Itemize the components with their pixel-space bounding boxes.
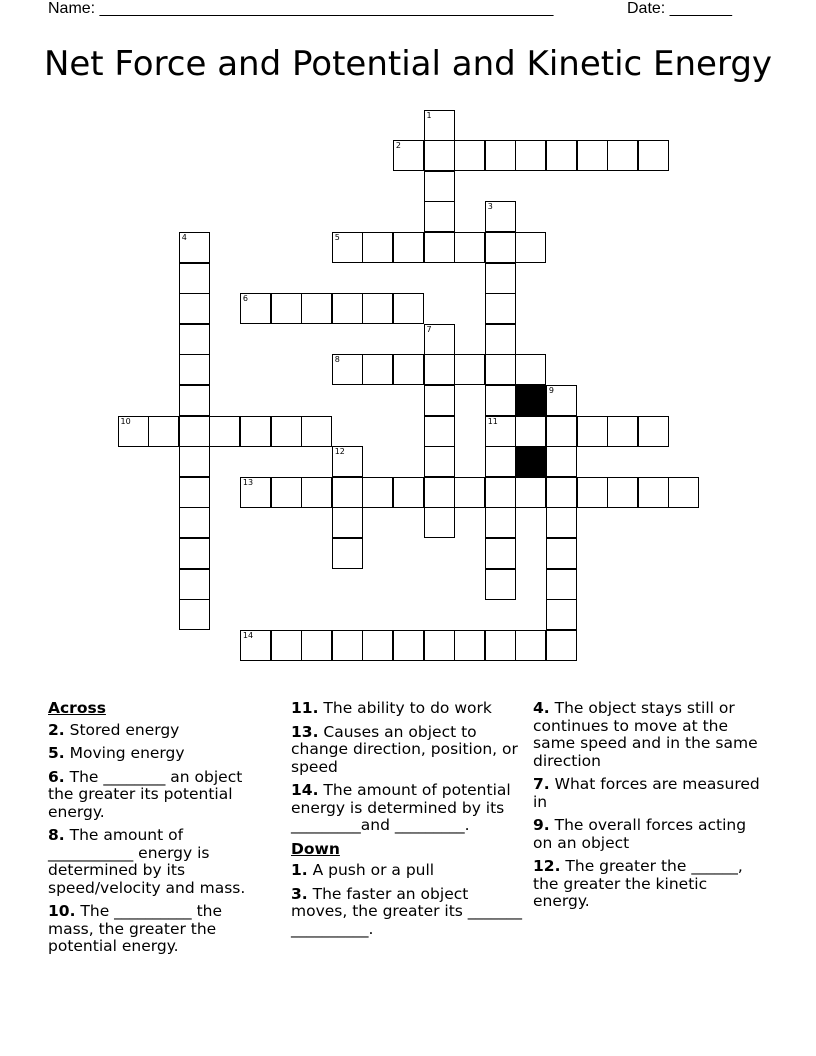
- clue-number: 1: [426, 110, 432, 120]
- crossword-cell[interactable]: [271, 630, 302, 661]
- clue-number: 14: [242, 630, 254, 640]
- crossword-cell[interactable]: [179, 263, 210, 294]
- crossword-cell[interactable]: [393, 232, 424, 263]
- crossword-cell[interactable]: [332, 232, 363, 263]
- clues-column-2: [291, 700, 523, 944]
- crossword-cell[interactable]: [546, 416, 577, 447]
- crossword-cell[interactable]: [485, 263, 516, 294]
- clue-item: [533, 858, 765, 911]
- clue-item-text: The greater the ______, the greater the kinetic energy.: [533, 857, 743, 910]
- clue-item: [533, 817, 765, 852]
- clue-number: 12: [334, 447, 345, 457]
- crossword-cell[interactable]: [332, 630, 363, 661]
- clue-item: [48, 722, 270, 740]
- crossword-cell[interactable]: [179, 538, 210, 569]
- clues-column-1: [48, 700, 270, 962]
- crossword-cell[interactable]: [271, 416, 302, 447]
- crossword-cell[interactable]: [301, 477, 332, 508]
- clue-number: 8: [334, 355, 340, 365]
- crossword-cell[interactable]: [148, 416, 179, 447]
- clue-item-text: The ability to do work: [318, 699, 492, 717]
- crossword-cell[interactable]: [485, 416, 516, 447]
- crossword-cell[interactable]: [485, 385, 516, 416]
- crossword-cell[interactable]: [485, 630, 516, 661]
- crossword-cell[interactable]: [424, 385, 455, 416]
- crossword-cell[interactable]: [179, 569, 210, 600]
- down-heading: Down: [291, 839, 340, 858]
- crossword-cell[interactable]: [424, 140, 455, 171]
- crossword-cell[interactable]: [332, 446, 363, 477]
- crossword-cell[interactable]: [607, 477, 638, 508]
- crossword-cell[interactable]: [546, 385, 577, 416]
- crossword-cell[interactable]: [362, 630, 393, 661]
- date-field-label: Date: _______: [627, 0, 732, 17]
- clue-item: [291, 700, 523, 718]
- crossword-cell[interactable]: [179, 293, 210, 324]
- clue-item-number: 2.: [48, 720, 65, 739]
- crossword-cell[interactable]: [577, 140, 608, 171]
- crossword-cell[interactable]: [179, 416, 210, 447]
- crossword-cell[interactable]: [424, 171, 455, 202]
- crossword-cell[interactable]: [362, 477, 393, 508]
- clue-number: 7: [426, 324, 432, 334]
- crossword-cell[interactable]: [515, 354, 546, 385]
- crossword-cell[interactable]: [454, 354, 485, 385]
- clue-item-text: The overall forces acting on an object: [533, 816, 747, 852]
- crossword-cell[interactable]: [301, 293, 332, 324]
- clue-item: [48, 903, 270, 956]
- crossword-cell[interactable]: [179, 324, 210, 355]
- clue-number: 2: [395, 141, 401, 151]
- crossword-cell[interactable]: [179, 232, 210, 263]
- clue-item-number: 7.: [533, 775, 550, 793]
- crossword-cell[interactable]: [546, 599, 577, 630]
- clue-item-text: The amount of potential energy is determined by its _________and _________.: [291, 781, 511, 834]
- crossword-cell[interactable]: [546, 140, 577, 171]
- crossword-cell[interactable]: [424, 477, 455, 508]
- clue-number: 10: [120, 416, 131, 426]
- crossword-cell[interactable]: [454, 140, 485, 171]
- clue-item-text: The __________ the mass, the greater the potential energy.: [48, 902, 223, 955]
- clue-number: 3: [487, 202, 493, 212]
- crossword-cell[interactable]: [577, 477, 608, 508]
- crossword-cell[interactable]: [209, 416, 240, 447]
- crossword-cell[interactable]: [301, 416, 332, 447]
- crossword-cell[interactable]: [179, 385, 210, 416]
- crossword-cell[interactable]: [515, 232, 546, 263]
- crossword-cell[interactable]: [546, 630, 577, 661]
- crossword-cell[interactable]: [424, 446, 455, 477]
- clue-item-number: 8.: [48, 826, 65, 844]
- clue-item: [533, 776, 765, 811]
- crossword-cell[interactable]: [485, 507, 516, 538]
- clue-item-text: Causes an object to change direction, position, or speed: [291, 722, 518, 776]
- crossword-cell[interactable]: [577, 416, 608, 447]
- crossword-cell[interactable]: [332, 293, 363, 324]
- crossword-cell[interactable]: [515, 140, 546, 171]
- crossword-cell[interactable]: [454, 630, 485, 661]
- crossword-cell[interactable]: [424, 324, 455, 355]
- crossword-cell[interactable]: [424, 354, 455, 385]
- clue-item-text: Moving energy: [64, 744, 185, 762]
- clue-item: [48, 745, 270, 763]
- crossword-cell[interactable]: [393, 477, 424, 508]
- crossword-cell[interactable]: [485, 201, 516, 232]
- clue-item-number: 1.: [291, 861, 308, 879]
- clue-item-number: 11.: [291, 699, 319, 717]
- crossword-cell[interactable]: [179, 354, 210, 385]
- crossword-cell[interactable]: [515, 477, 546, 508]
- crossword-black-cell: [515, 385, 546, 416]
- clue-item: [48, 827, 270, 897]
- crossword-cell[interactable]: [485, 477, 516, 508]
- crossword-cell[interactable]: [546, 446, 577, 477]
- crossword-cell[interactable]: [362, 232, 393, 263]
- clue-item: [291, 724, 523, 777]
- crossword-cell[interactable]: [179, 477, 210, 508]
- crossword-cell[interactable]: [638, 140, 669, 171]
- crossword-cell[interactable]: [332, 507, 363, 538]
- clue-item-number: 12.: [533, 857, 561, 875]
- clue-item: [533, 700, 765, 770]
- crossword-cell[interactable]: [485, 293, 516, 324]
- clue-item-number: 10.: [48, 902, 76, 920]
- clue-item-text: Stored energy: [64, 720, 180, 739]
- clue-number: 13: [242, 477, 254, 487]
- crossword-cell[interactable]: [240, 416, 271, 447]
- crossword-cell[interactable]: [332, 538, 363, 569]
- clue-item-number: 9.: [533, 816, 550, 834]
- crossword-cell[interactable]: [393, 630, 424, 661]
- crossword-cell[interactable]: [546, 507, 577, 538]
- crossword-cell[interactable]: [607, 416, 638, 447]
- crossword-cell[interactable]: [424, 416, 455, 447]
- crossword-cell[interactable]: [485, 538, 516, 569]
- crossword-cell[interactable]: [393, 354, 424, 385]
- clue-number: 4: [181, 232, 187, 242]
- clue-item: [48, 769, 270, 822]
- crossword-cell[interactable]: [179, 446, 210, 477]
- crossword-black-cell: [515, 446, 546, 477]
- crossword-cell[interactable]: [271, 477, 302, 508]
- clue-item-number: 14.: [291, 781, 319, 799]
- crossword-cell[interactable]: [362, 354, 393, 385]
- page-title: Net Force and Potential and Kinetic Energy: [43, 44, 773, 84]
- clue-item-number: 3.: [291, 884, 308, 903]
- crossword-cell[interactable]: [485, 446, 516, 477]
- crossword-cell[interactable]: [546, 538, 577, 569]
- clue-item-text: A push or a pull: [307, 861, 435, 879]
- clue-number: 6: [242, 294, 248, 304]
- clue-item-number: 5.: [48, 744, 65, 762]
- crossword-cell[interactable]: [362, 293, 393, 324]
- crossword-cell[interactable]: [118, 416, 149, 447]
- crossword-cell[interactable]: [240, 477, 271, 508]
- crossword-cell[interactable]: [301, 630, 332, 661]
- clue-number: 11: [487, 416, 498, 426]
- clue-item-text: The ________ an object the greater its potential energy.: [48, 767, 243, 821]
- crossword-cell[interactable]: [485, 569, 516, 600]
- crossword-cell[interactable]: [454, 232, 485, 263]
- crossword-cell[interactable]: [546, 569, 577, 600]
- crossword-cell[interactable]: [424, 201, 455, 232]
- crossword-cell[interactable]: [454, 477, 485, 508]
- clue-item: [291, 862, 523, 880]
- crossword-cell[interactable]: [393, 293, 424, 324]
- crossword-cell[interactable]: [179, 599, 210, 630]
- clue-item: [291, 886, 523, 939]
- crossword-cell[interactable]: [638, 416, 669, 447]
- crossword-cell[interactable]: [485, 354, 516, 385]
- crossword-cell[interactable]: [638, 477, 669, 508]
- crossword-cell[interactable]: [424, 630, 455, 661]
- crossword-cell[interactable]: [485, 324, 516, 355]
- name-field-label: Name: ___________________________________________________: [48, 0, 554, 17]
- clues-column-3: [533, 700, 765, 917]
- crossword-cell[interactable]: [240, 293, 271, 324]
- clue-item-text: The object stays still or continues to move at the same speed and in the same direction: [533, 699, 758, 770]
- crossword-cell[interactable]: [607, 140, 638, 171]
- crossword-cell[interactable]: [424, 232, 455, 263]
- crossword-cell[interactable]: [515, 630, 546, 661]
- crossword-cell[interactable]: [485, 140, 516, 171]
- crossword-cell[interactable]: [240, 630, 271, 661]
- clue-item-number: 6.: [48, 767, 65, 786]
- crossword-cell[interactable]: [179, 507, 210, 538]
- clue-number: 5: [334, 232, 340, 242]
- clue-item: [291, 782, 523, 835]
- crossword-cell[interactable]: [424, 507, 455, 538]
- crossword-cell[interactable]: [424, 110, 455, 141]
- clue-item-text: What forces are measured in: [533, 775, 760, 811]
- crossword-cell[interactable]: [393, 140, 424, 171]
- crossword-cell[interactable]: [515, 416, 546, 447]
- crossword-cell[interactable]: [546, 477, 577, 508]
- clue-item-text: The faster an object moves, the greater its _______ __________.: [291, 884, 523, 938]
- crossword-cell[interactable]: [485, 232, 516, 263]
- crossword-cell[interactable]: [332, 354, 363, 385]
- clue-item-number: 4.: [533, 699, 550, 717]
- clue-item-text: The amount of ___________ energy is determined by its speed/velocity and mass.: [48, 826, 246, 897]
- clue-item-number: 13.: [291, 722, 319, 741]
- crossword-cell[interactable]: [271, 293, 302, 324]
- clue-number: 9: [548, 385, 554, 395]
- crossword-cell[interactable]: [668, 477, 699, 508]
- crossword-cell[interactable]: [332, 477, 363, 508]
- across-heading: Across: [48, 699, 106, 717]
